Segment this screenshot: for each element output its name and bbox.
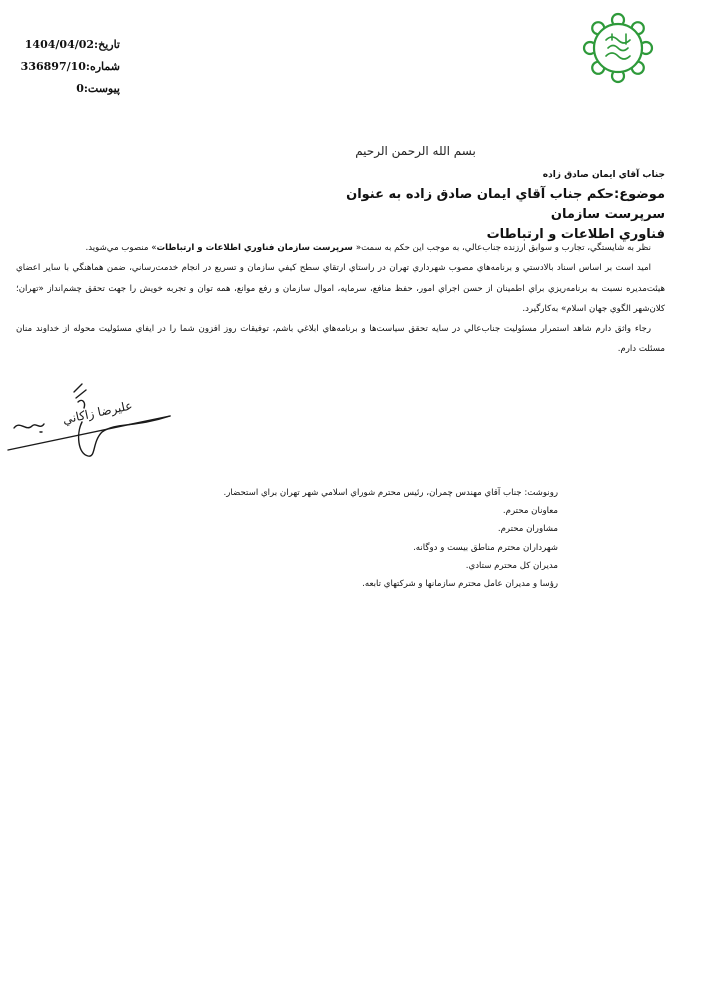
cc-line: رؤسا و مديران عامل محترم سازمانها و شركتهاي تابعه. (362, 579, 558, 590)
recipient: جناب آقاي ايمان صادق زاده (542, 170, 665, 180)
number-label: شماره: (85, 60, 120, 73)
paragraph-1-text: نظر به شايستگي، تجارب و سوابق ارزنده جناب‌عالي، به موجب اين حكم به سمت« (355, 243, 651, 253)
attachment-value: 0 (76, 82, 84, 95)
paragraph-1 (16, 238, 665, 258)
letter-body (16, 238, 665, 360)
paragraph-3: رجاء واثق دارم شاهد استمرار مسئوليت جناب‌عالي در سايه تحقق سياست‌ها و برنامه‌هاي ابلاغي باشم، توفيقات روز افزون شما را در ايفاي مسئوليت محوله از خداوند منان مسئلت دارم. (16, 324, 665, 355)
cc-line: رونوشت: جناب آقاي مهندس چمران، رئيس محترم شوراي اسلامي شهر تهران براي استحضار. (223, 488, 558, 498)
signature-name: عليرضا زاكاني (61, 398, 134, 427)
cc-line: شهرداران محترم مناطق بيست و دوگانه. (413, 542, 558, 553)
date-value: 1404/04/02 (24, 38, 95, 51)
paragraph-2: اميد است بر اساس اسناد بالادستي و برنامه‌هاي مصوب شهرداري تهران در راستاي ارتقاي سطح كيفي سازمان و تسريع در انجام خدمت‌رساني، ضمن هماهنگي با ساير اعضاي هيئت‌مديره نسبت به برنامه‌ريزي براي اطمينان از حسن اجراي امور، حفظ منافع، سرمايه، اموال سازمان و رفع موانع، همه توان و تجربه خويش را جهت تحقق چشم‌انداز «تهران؛ كلان‌شهر الگوي جهان اسلام» به‌كارگيرد. (16, 263, 665, 314)
attachment-row (30, 78, 120, 100)
date-label: تاريخ: (94, 38, 120, 51)
tehran-municipality-logo-icon (582, 12, 654, 84)
number-value: 336897/10 (20, 60, 86, 73)
subject-line-1: موضوع:حكم جناب آقاي ايمان صادق زاده به عنوان سرپرست سازمان (346, 187, 665, 222)
paragraph-1-end: » منصوب مي‌شويد. (85, 243, 157, 253)
position-title: سرپرست سازمان فناوري اطلاعات و ارتباطات (156, 243, 356, 253)
subject-line-2: فناوري اطلاعات و ارتباطات (486, 227, 665, 242)
number-row (20, 56, 120, 78)
basmala: بسم الله الرحمن الرحيم (355, 144, 476, 158)
date-row (24, 34, 120, 56)
subject (285, 185, 665, 245)
cc-line: معاونان محترم. (502, 506, 558, 517)
cc-line: مديران كل محترم ستادي. (465, 560, 558, 571)
signature (4, 372, 174, 462)
cc-line: مشاوران محترم. (497, 524, 558, 535)
carbon-copy-list (223, 484, 558, 593)
attachment-label: پيوست: (83, 82, 120, 95)
letter-meta (20, 34, 120, 100)
